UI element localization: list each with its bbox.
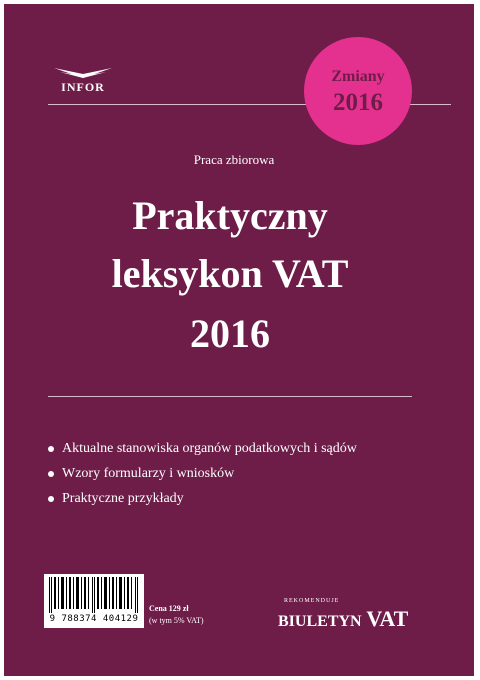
bulletin-name-part1: BIULETYN xyxy=(278,613,362,630)
barcode xyxy=(44,574,144,628)
bullet-icon xyxy=(48,496,54,502)
title-line-2: leksykon VAT xyxy=(111,251,349,296)
price-note: (w tym 5% VAT) xyxy=(149,616,204,625)
bulletin-logo xyxy=(278,606,408,632)
price-label: Cena 129 zł xyxy=(149,604,189,613)
title-line-3: 2016 xyxy=(190,311,270,356)
wings-icon xyxy=(52,66,114,80)
recommendation-label: REKOMENDUJE xyxy=(284,598,340,604)
barcode-icon xyxy=(49,577,139,613)
title-line-1: Praktyczny xyxy=(132,193,328,238)
bullet-icon xyxy=(48,446,54,452)
badge-year: 2016 xyxy=(333,89,383,116)
publisher-logo xyxy=(48,66,118,100)
bullet-icon xyxy=(48,471,54,477)
barcode-number: 9 788374 404129 xyxy=(49,614,139,624)
publisher-name: INFOR xyxy=(61,80,105,94)
middle-divider xyxy=(48,396,412,397)
bulletin-name-part2: VAT xyxy=(366,606,409,631)
changes-badge xyxy=(304,37,412,145)
author-line: Praca zbiorowa xyxy=(193,152,275,167)
top-divider xyxy=(48,104,308,105)
book-cover: INFOR Zmiany 2016 Praca zbiorowa Praktyczny leksykon VAT 2016 Aktualne stanowiska organów podatkowych i sądów Wzory formularzy i wniosków Praktyczne przykłady 9 788374 404129 Cena 129 zł (w tym 5% VAT) REKOMENDUJE BIULETYN VAT xyxy=(4,4,474,676)
badge-label: Zmiany xyxy=(331,68,385,85)
